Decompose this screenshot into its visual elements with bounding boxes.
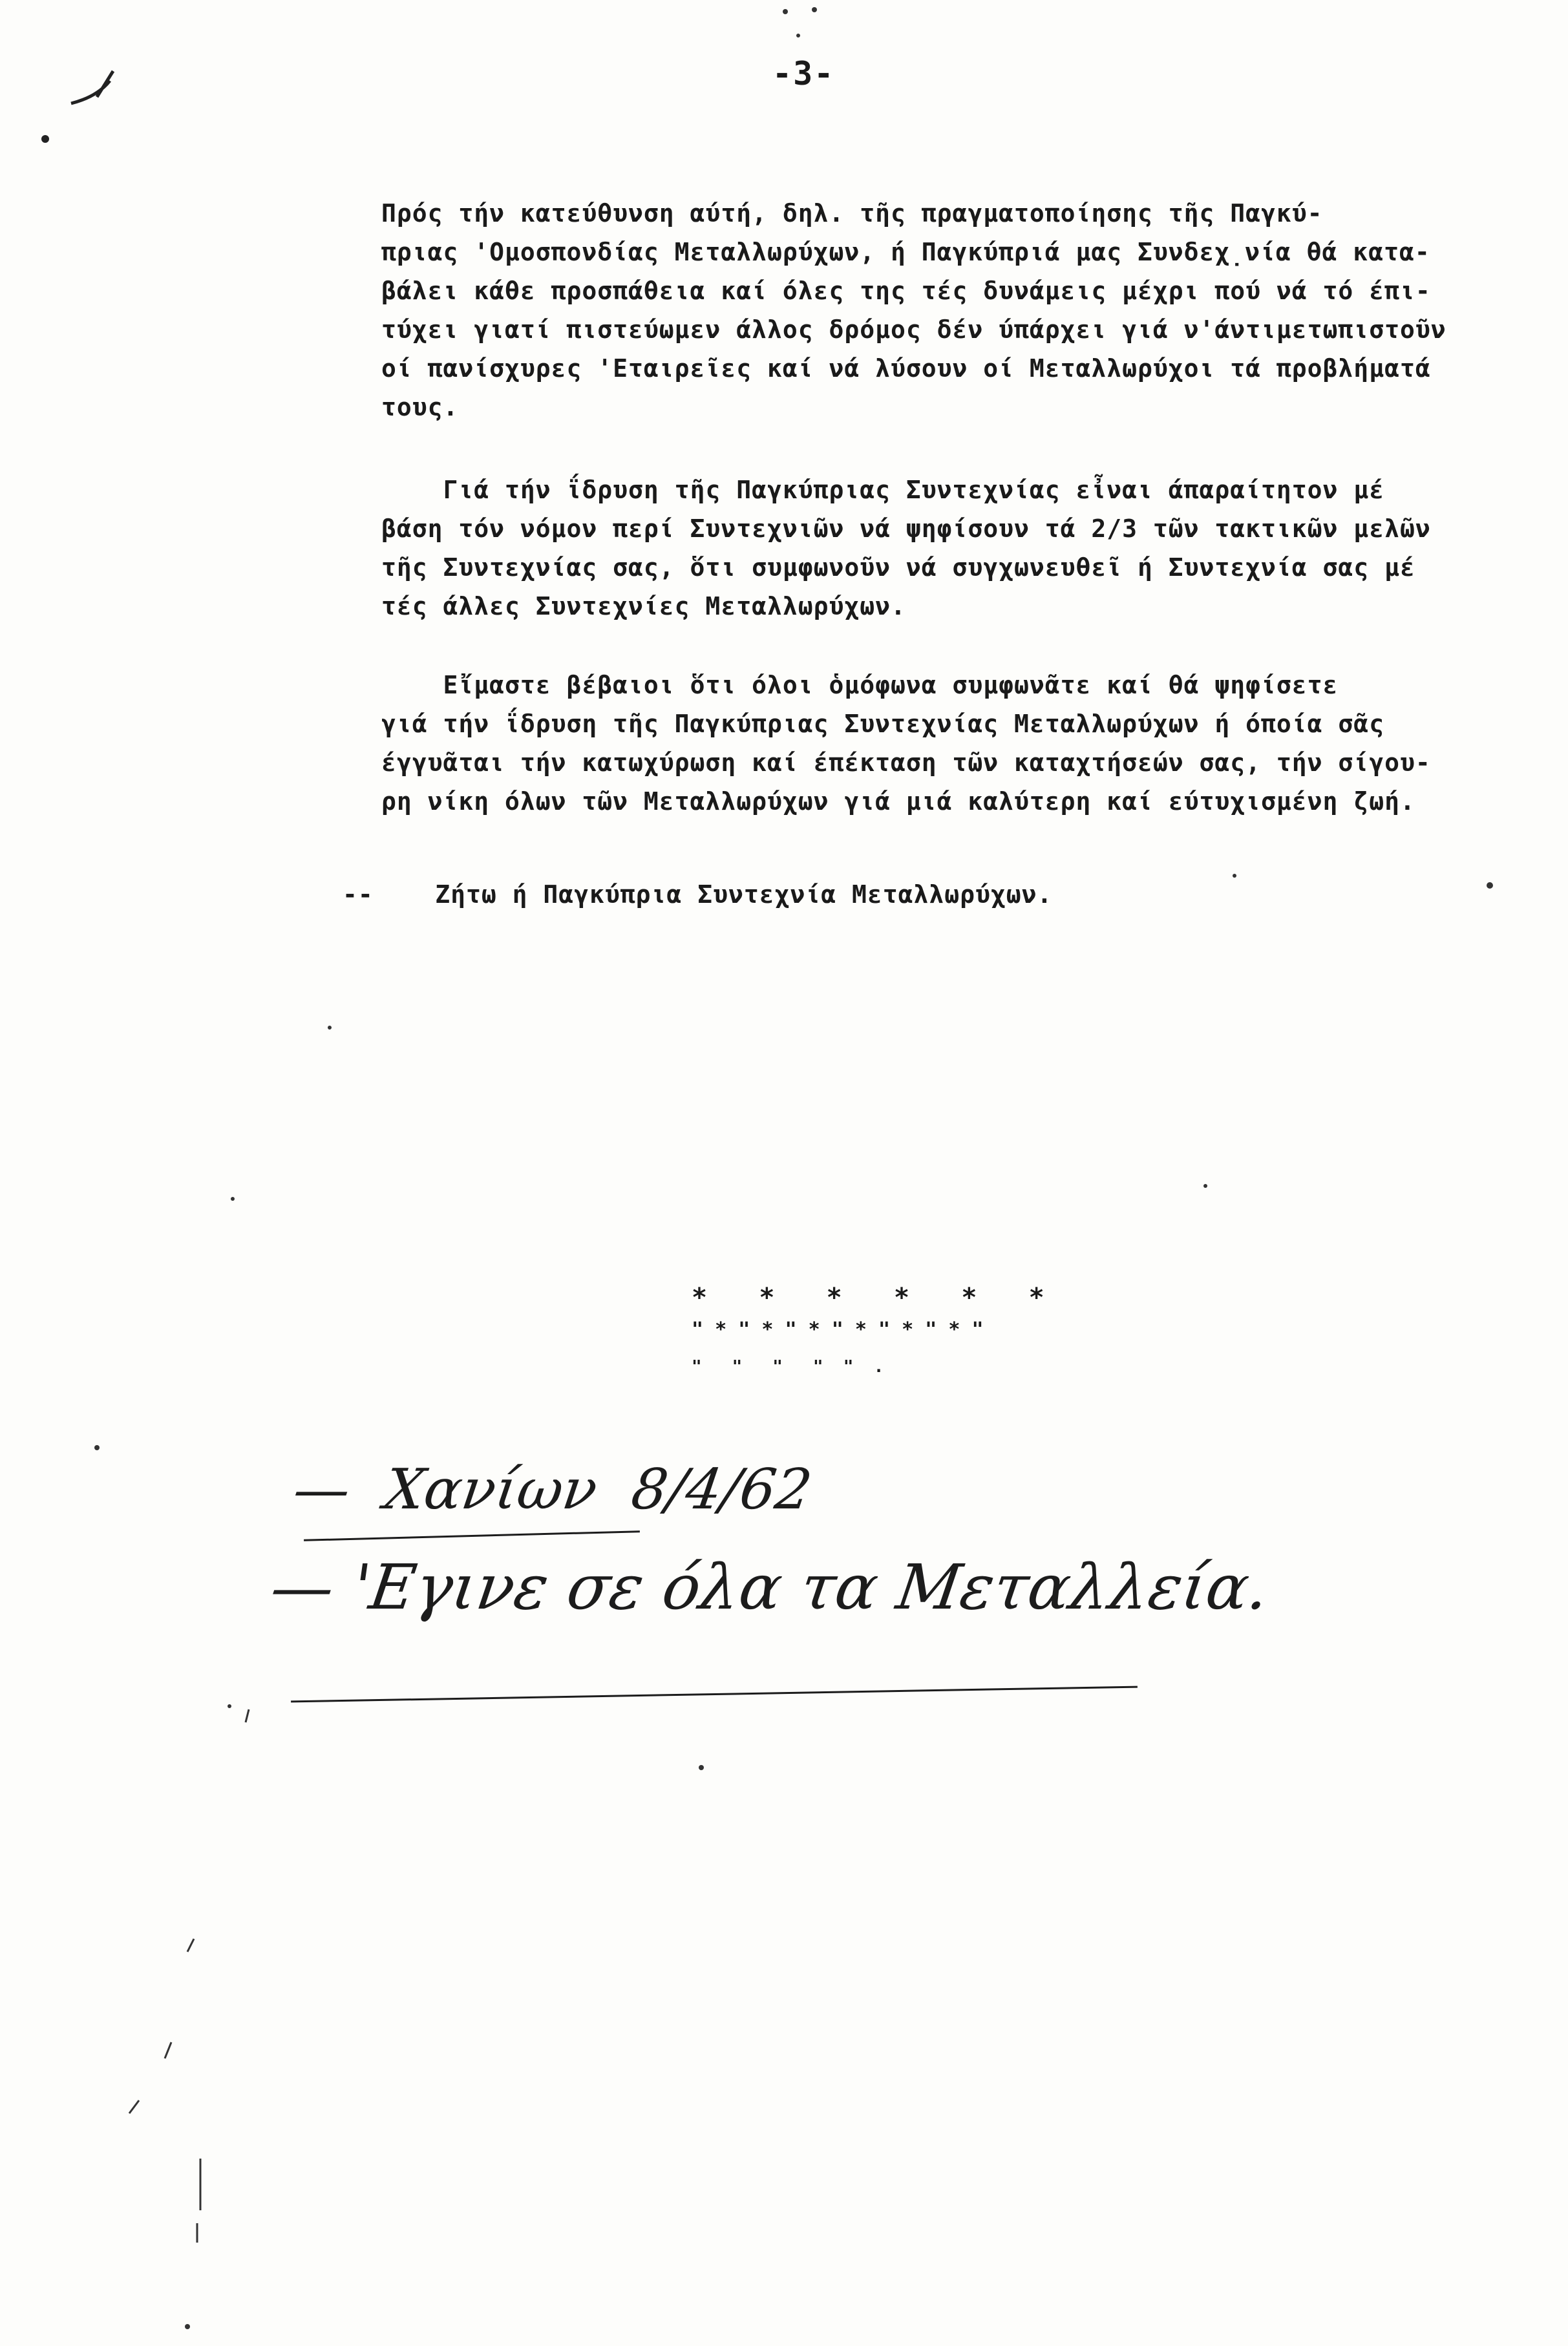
speck-dot-icon bbox=[796, 34, 800, 37]
paragraph-3: Εἴμαστε βέβαιοι ὅτι όλοι ὁμόφωνα συμφωνᾶτε καί θά ψηφίσετε γιά τήν ΐδρυση τῆς Παγκύπριας Συντεχνίας Μεταλλωρύχων ή όποία σᾶς έγγυᾶται τήν κατωχύρωση καί έπέκταση τῶν καταχτήσεών σας, τήν σίγου- ρη νίκη όλων τῶν Μεταλλωρύχων γιά μιά καλύτερη καί εύτυχισμένη ζωή. bbox=[381, 671, 1431, 816]
handwritten-date-note: — Χανίων 8/4/62 bbox=[289, 1457, 816, 1522]
paragraph-1: Πρός τήν κατεύθυνση αύτή, δηλ. τῆς πραγματοποίησης τῆς Παγκύ- πριας 'Ομοσπονδίας Μεταλλωρύχων, ή Παγκύπριά μας Συνδεχ̣νία θά κατα- βάλει κάθε προσπάθεια καί όλες της τές δυνάμεις μέχρι πού νά τό έπι- τύχει γιατί πιστεύωμεν άλλος δρόμος δέν ύπάρχει γιά ν'άντιμετωπιστοῦν οί πανίσχυρες 'Εταιρεῖες καί νά λύσουν οί Μεταλλωρύχοι τά προβλήματά τους. bbox=[381, 199, 1446, 421]
page-number: -3- bbox=[772, 55, 835, 92]
speck-dot-icon bbox=[228, 1704, 231, 1708]
speck-dot-icon bbox=[328, 1026, 332, 1030]
scan-stroke-icon bbox=[197, 2159, 200, 2243]
speck-dot-icon bbox=[185, 2324, 190, 2329]
speck-dot-icon bbox=[812, 7, 817, 12]
speck-dot-icon bbox=[783, 9, 788, 14]
paragraph-2: Γιά τήν ΐδρυση τῆς Παγκύπριας Συντεχνίας εἶναι άπαραίτητον μέ βάση τόν νόμον περί Συντεχνιῶν νά ψηφίσουν τά 2/3 τῶν τακτικῶν μελῶν τῆς Συντεχνίας σας, ὅτι συμφωνοῦν νά συγχωνευθεῖ ή Συντεχνία σας μέ τές άλλες Συντεχνίες Μεταλλωρύχων. bbox=[381, 476, 1431, 620]
slogan: -- Ζήτω ή Παγκύπρια Συντεχνία Μεταλλωρύχων. bbox=[343, 880, 1053, 909]
speck-dot-icon bbox=[231, 1197, 235, 1201]
speck-dot-icon bbox=[699, 1765, 704, 1770]
speck-dot-icon bbox=[41, 135, 49, 143]
speck-dot-icon bbox=[1233, 874, 1236, 878]
ornament-row-1: * * * * * * bbox=[692, 1283, 1046, 1313]
ornament-row-3: " " " " " . bbox=[692, 1357, 884, 1377]
handwritten-remark: — 'Εγινε σε όλα τα Μεταλλεία. bbox=[266, 1551, 1274, 1623]
ornament-row-2: " * " * " * " * " * " * " bbox=[692, 1318, 984, 1341]
speck-dot-icon bbox=[94, 1445, 100, 1450]
speck-dot-icon bbox=[1203, 1184, 1207, 1188]
speck-dot-icon bbox=[1487, 882, 1493, 889]
tick-mark-icon bbox=[71, 71, 113, 103]
scan-stroke-icon bbox=[129, 1709, 249, 2113]
